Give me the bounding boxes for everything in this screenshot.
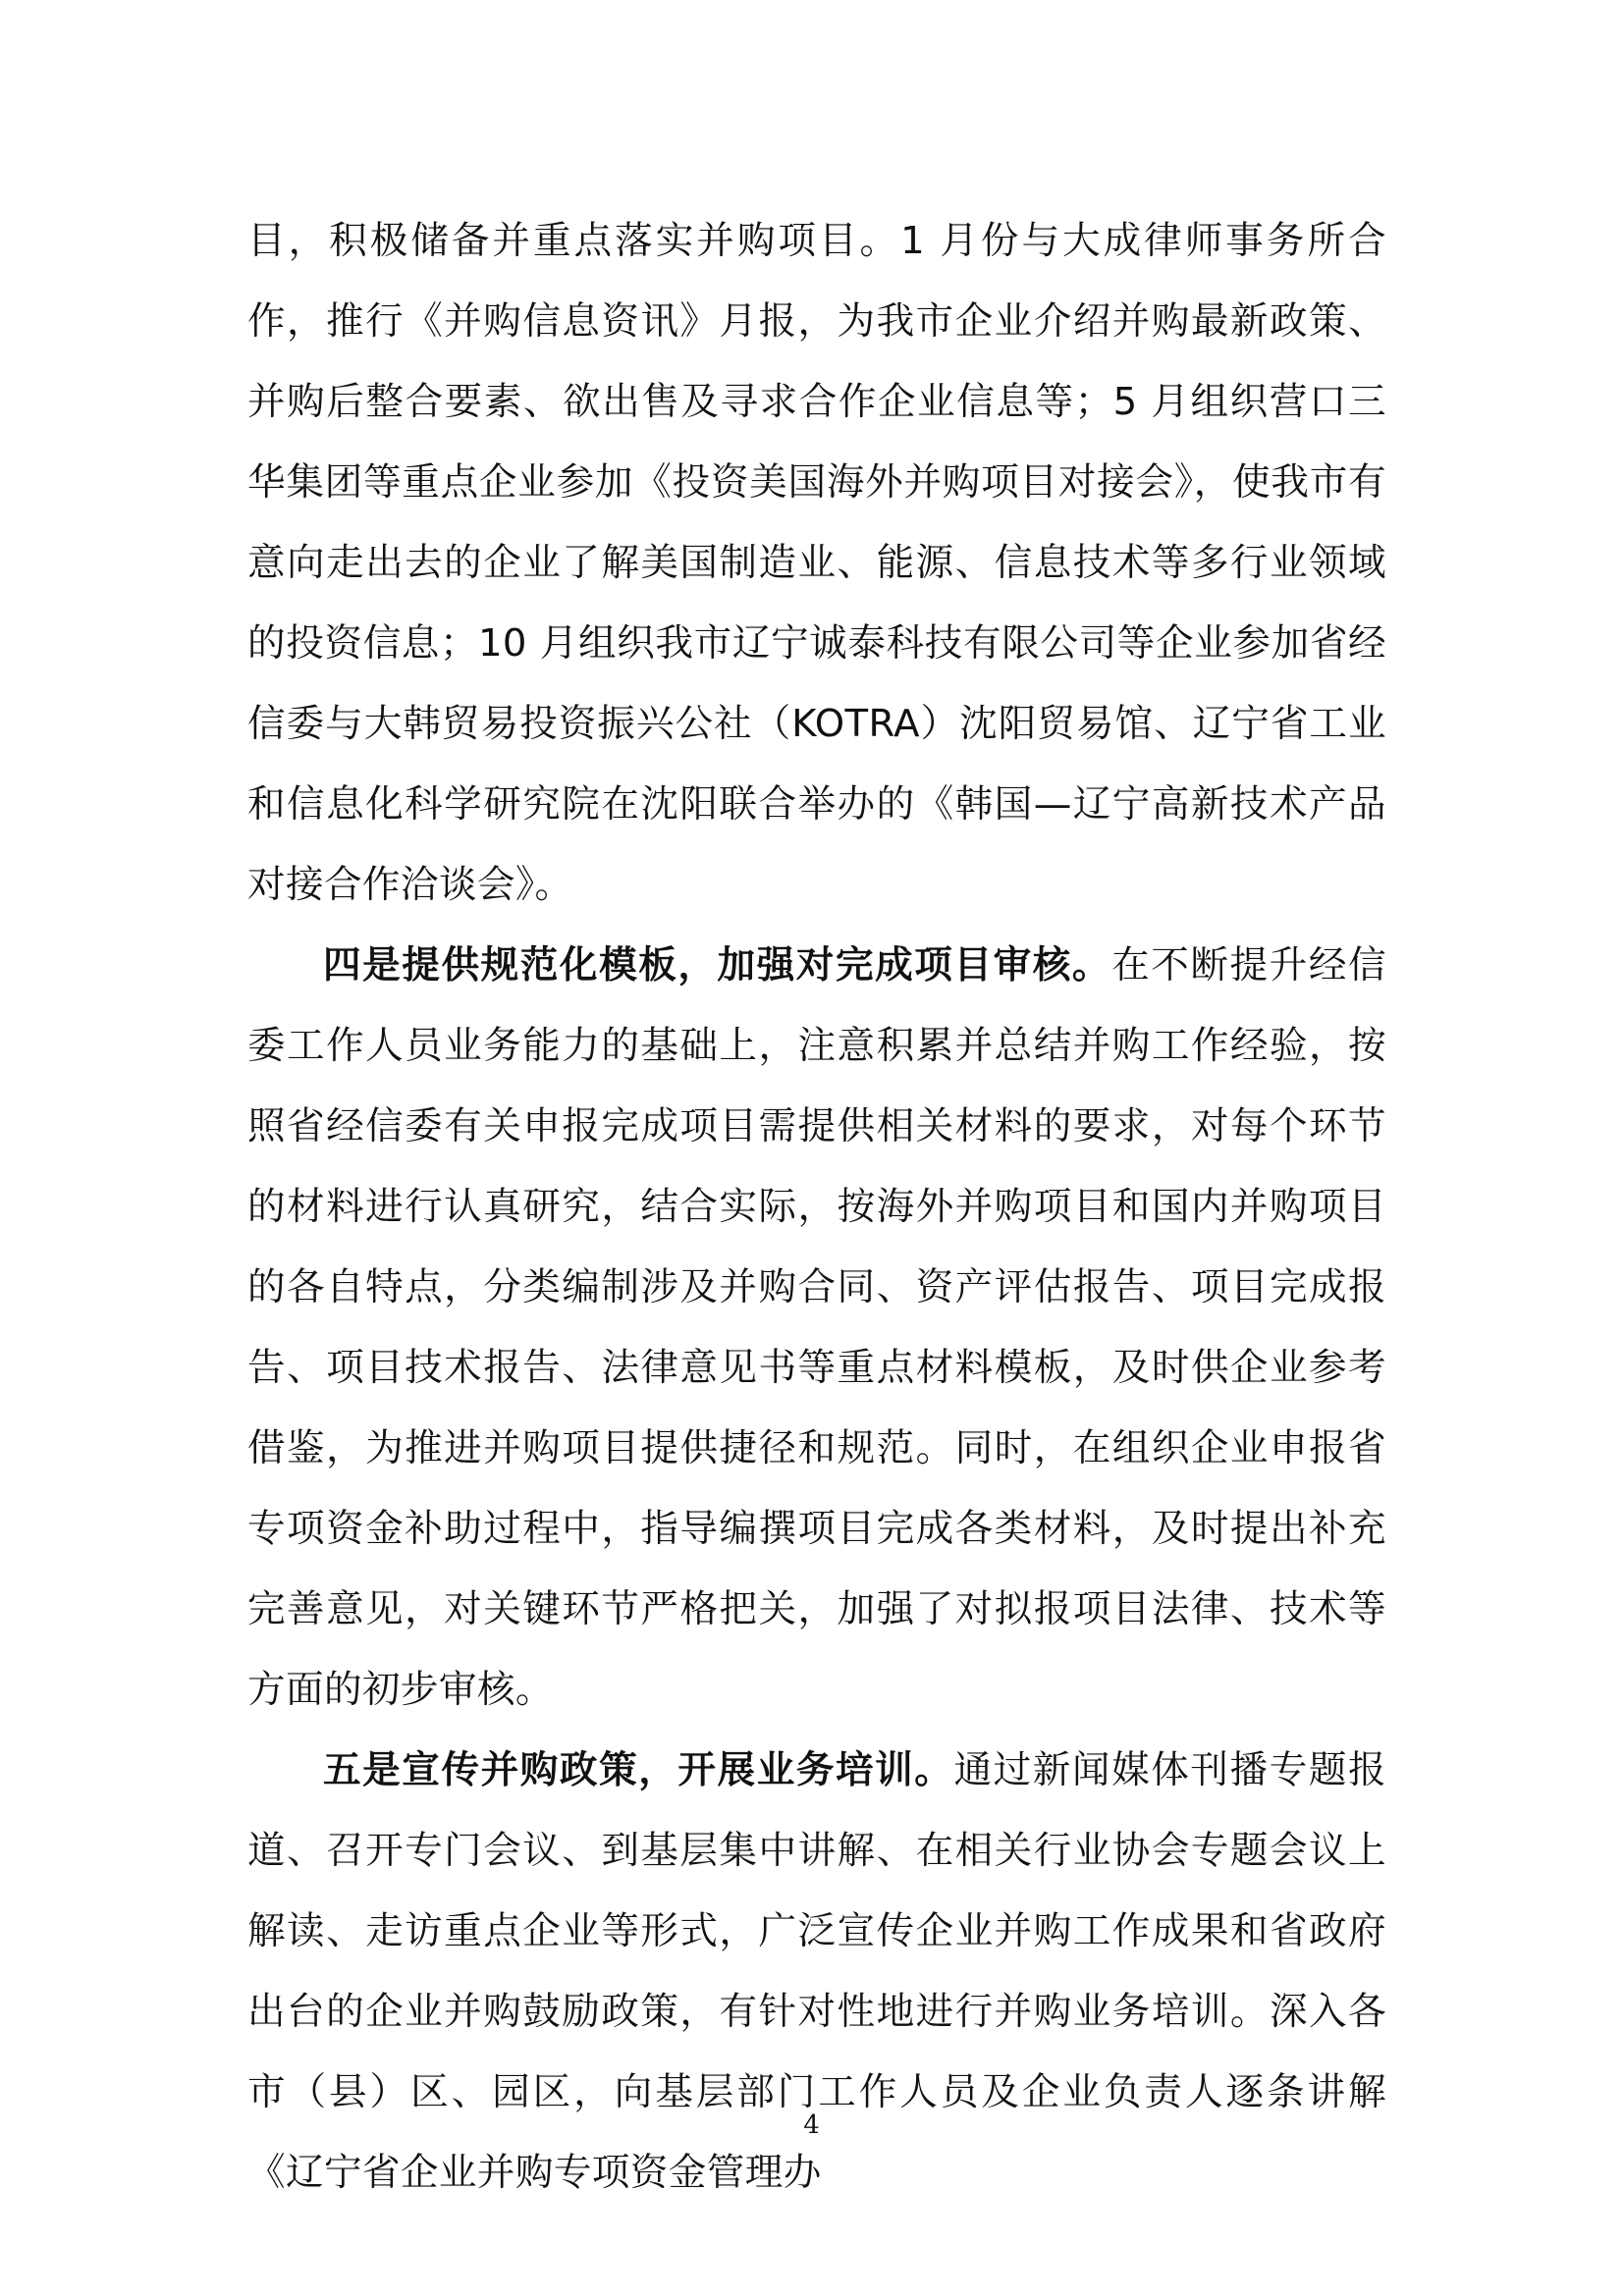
- page-number: 4: [803, 2110, 820, 2140]
- paragraph-3-text: 通过新闻媒体刊播专题报道、召开专门会议、到基层集中讲解、在相关行业协会专题会议上解读、走访重点企业等形式，广泛宣传企业并购工作成果和省政府出台的企业并购鼓励政策，有针对性地进行并购业务培训。深入各市（县）区、园区，向基层部门工作人员及企业负责人逐条讲解《辽宁省企业并购专项资金管理办: [247, 1748, 1386, 2195]
- paragraph-3: [247, 1731, 1386, 2214]
- paragraph-2-lead: 四是提供规范化模板，加强对完成项目审核。: [323, 943, 1112, 988]
- body-text: [247, 201, 1386, 2214]
- paragraph-1: [247, 201, 1386, 926]
- paragraph-2-text: 在不断提升经信委工作人员业务能力的基础上，注意积累并总结并购工作经验，按照省经信委有关申报完成项目需提供相关材料的要求，对每个环节的材料进行认真研究，结合实际，按海外并购项目和国内并购项目的各自特点，分类编制涉及并购合同、资产评估报告、项目完成报告、项目技术报告、法律意见书等重点材料模板，及时供企业参考借鉴，为推进并购项目提供捷径和规范。同时，在组织企业申报省专项资金补助过程中，指导编撰项目完成各类材料，及时提出补充完善意见，对关键环节严格把关，加强了对拟报项目法律、技术等方面的初步审核。: [247, 943, 1386, 1712]
- paragraph-1-text: 目，积极储备并重点落实并购项目。1 月份与大成律师事务所合作，推行《并购信息资讯》月报，为我市企业介绍并购最新政策、并购后整合要素、欲出售及寻求合作企业信息等；5 月组织营口三华集团等重点企业参加《投资美国海外并购项目对接会》，使我市有意向走出去的企业了解美国制造业、能源、信息技术等多行业领域的投资信息；10 月组织我市辽宁诚泰科技有限公司等企业参加省经信委与大韩贸易投资振兴公社（KOTRA）沈阳贸易馆、辽宁省工业和信息化科学研究院在沈阳联合举办的《韩国—辽宁高新技术产品对接合作洽谈会》。: [247, 219, 1386, 907]
- paragraph-3-lead: 五是宣传并购政策，开展业务培训。: [323, 1748, 954, 1792]
- paragraph-2: [247, 926, 1386, 1731]
